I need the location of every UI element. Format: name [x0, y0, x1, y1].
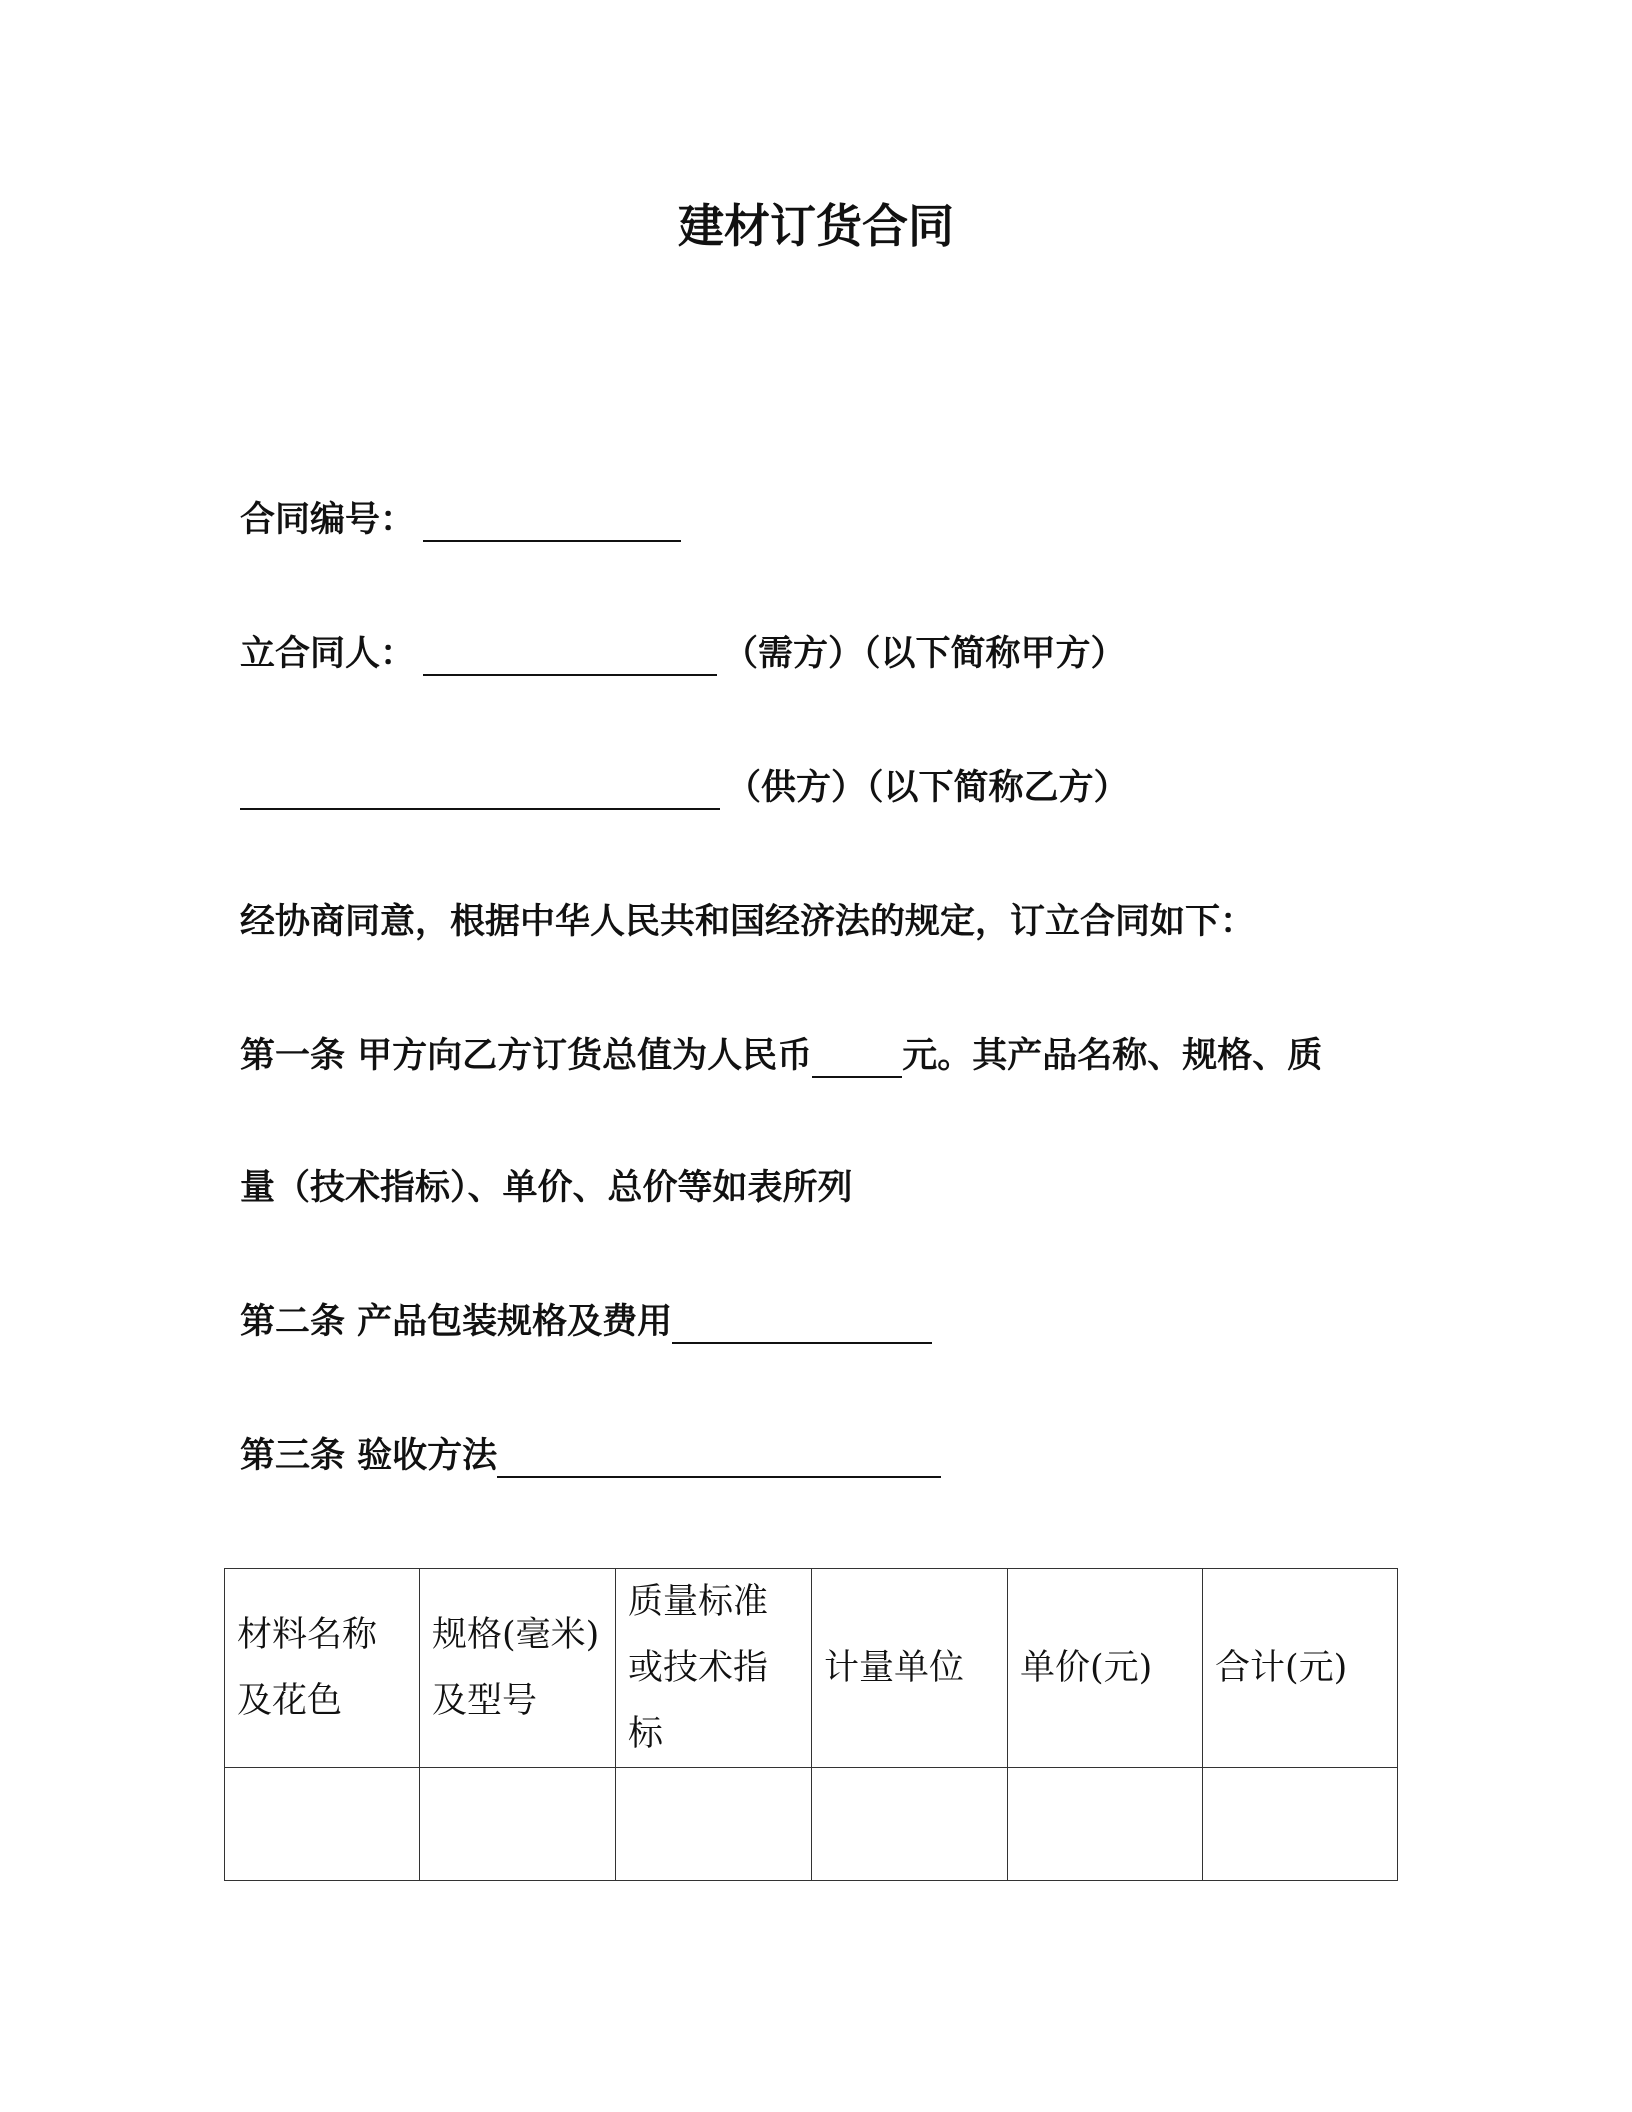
table-cell[interactable]	[1008, 1768, 1203, 1881]
table-cell[interactable]	[225, 1768, 420, 1881]
table-cell[interactable]	[616, 1768, 812, 1881]
article-1-line	[240, 1032, 1322, 1080]
table-cell[interactable]	[812, 1768, 1008, 1881]
intro-text: 经协商同意，根据中华人民共和国经济法的规定，订立合同如下：	[240, 902, 1256, 942]
article-1-continued: 量（技术指标）、单价、总价等如表所列	[240, 1168, 853, 1208]
article-3-text: 第三条 验收方法	[240, 1436, 498, 1476]
party-b-line	[240, 764, 1129, 812]
table-cell[interactable]	[1203, 1768, 1398, 1881]
article-2-text: 第二条 产品包装规格及费用	[240, 1302, 673, 1342]
party-a-role: （需方）（以下简称甲方）	[723, 634, 1126, 674]
article-1-text-b: 元。其产品名称、规格、质	[902, 1036, 1323, 1076]
party-label: 立合同人：	[240, 634, 416, 674]
party-a-line	[240, 630, 1126, 678]
table-row	[225, 1768, 1398, 1881]
article-2-line	[240, 1298, 932, 1346]
document-title: 建材订货合同	[678, 199, 954, 253]
packaging-blank[interactable]	[672, 1302, 932, 1344]
contract-number-line	[240, 496, 681, 544]
table-header-row	[225, 1569, 1398, 1768]
party-a-blank[interactable]	[423, 634, 717, 676]
table-cell[interactable]	[420, 1768, 616, 1881]
total-value-blank[interactable]	[812, 1036, 902, 1078]
goods-table	[224, 1568, 1398, 1881]
party-b-blank[interactable]	[240, 768, 720, 810]
contract-number-blank[interactable]	[423, 500, 681, 542]
header-quality-standard: 质量标准或技术指标	[616, 1569, 812, 1768]
party-b-role: （供方）（以下简称乙方）	[726, 768, 1129, 808]
contract-number-label: 合同编号：	[240, 500, 416, 540]
header-material-name: 材料名称及花色	[225, 1569, 420, 1768]
acceptance-method-blank[interactable]	[497, 1436, 941, 1478]
header-unit-price: 单价(元)	[1008, 1569, 1203, 1768]
article-3-line	[240, 1432, 941, 1480]
header-total: 合计(元)	[1203, 1569, 1398, 1768]
article-1-text-a: 第一条 甲方向乙方订货总值为人民币	[240, 1036, 813, 1076]
header-specification: 规格(毫米) 及型号	[420, 1569, 616, 1768]
header-unit: 计量单位	[812, 1569, 1008, 1768]
